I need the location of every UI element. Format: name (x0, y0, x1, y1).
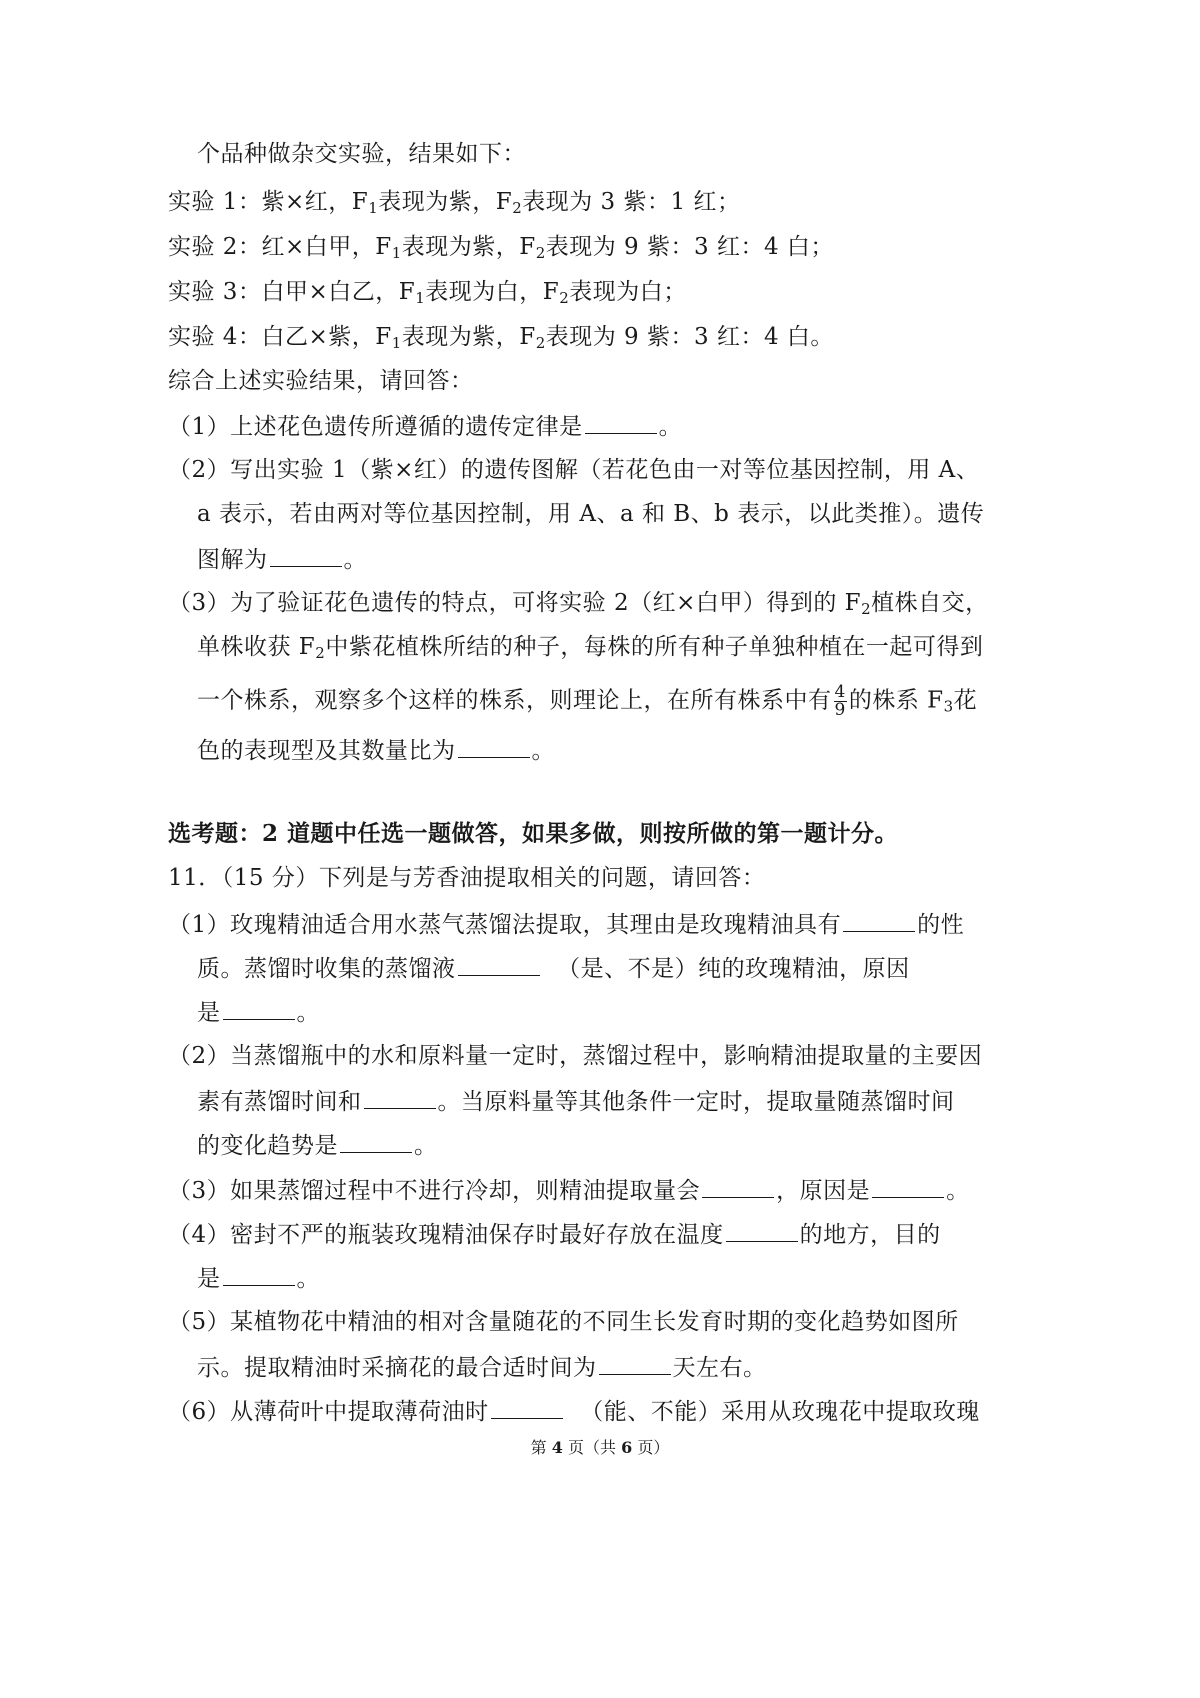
answer-blank[interactable] (491, 1396, 563, 1419)
experiment-3: 实验 3：白甲×白乙，$F_1$表现为白，$F_2$表现为白； (168, 279, 687, 307)
answer-blank[interactable] (585, 411, 657, 434)
question-3-line-4: 色的表现型及其数量比为 。 (197, 735, 555, 765)
problem-11-part-5-line-2: 示。提取精油时采摘花的最合适时间为 天左右。 (197, 1352, 767, 1382)
problem-11-part-1-line-1: （1）玫瑰精油适合用水蒸气蒸馏法提取，其理由是玫瑰精油具有 的性 (168, 909, 964, 939)
answer-blank[interactable] (843, 909, 915, 932)
problem-11-part-2-line-2: 素有蒸馏时间和 。当原料量等其他条件一定时，提取量随蒸馏时间 (197, 1086, 955, 1116)
section-heading: 选考题：2 道题中任选一题做答，如果多做，则按所做的第一题计分。 (168, 820, 899, 847)
answer-blank[interactable] (270, 544, 342, 567)
answer-blank[interactable] (223, 1263, 295, 1286)
experiment-2: 实验 2：红×白甲，$F_1$表现为紫，$F_2$表现为 9 紫：3 红：4 白； (168, 234, 834, 262)
answer-blank[interactable] (364, 1086, 436, 1109)
answer-blank[interactable] (872, 1175, 944, 1198)
intro-line: 个品种做杂交实验，结果如下： (197, 141, 526, 167)
answer-blank[interactable] (702, 1175, 774, 1198)
problem-11-part-5-line-1: （5）某植物花中精油的相对含量随花的不同生长发育时期的变化趋势如图所 (168, 1309, 959, 1335)
question-3-line-3: 一个株系，观察多个这样的株系，则理论上，在所有株系中有 $\frac{4}{9}$ 的株系 $F_3$花 (197, 682, 978, 720)
problem-11-part-4-line-1: （4）密封不严的瓶装玫瑰精油保存时最好存放在温度 的地方，目的 (168, 1219, 941, 1249)
problem-11-part-1-line-3: 是 。 (197, 997, 320, 1027)
answer-blank[interactable] (340, 1130, 412, 1153)
answer-blank[interactable] (458, 953, 540, 976)
fraction: $\frac{4}{9}$ (834, 682, 846, 720)
summary-line: 综合上述实验结果，请回答： (168, 368, 474, 394)
answer-blank[interactable] (726, 1219, 798, 1242)
problem-11-part-1-line-2: 质。蒸馏时收集的蒸馏液 （是、不是）纯的玫瑰精油，原因 (197, 953, 910, 983)
problem-11-title: 11．（15 分）下列是与芳香油提取相关的问题，请回答： (168, 865, 766, 891)
question-2-line-2: a 表示，若由两对等位基因控制，用 A、a 和 B、b 表示，以此类推）。遗传 (197, 501, 985, 527)
answer-blank[interactable] (599, 1352, 671, 1375)
question-2-line-3: 图解为 。 (197, 544, 367, 574)
problem-11-part-4-line-2: 是 。 (197, 1263, 320, 1293)
answer-blank[interactable] (458, 735, 530, 758)
problem-11-part-6-line-1: （6）从薄荷叶中提取薄荷油时 （能、不能）采用从玫瑰花中提取玫瑰 (168, 1396, 980, 1426)
answer-blank[interactable] (223, 997, 295, 1020)
question-3-line-1: （3）为了验证花色遗传的特点，可将实验 2（红×白甲）得到的 $F_2$植株自交， (168, 590, 989, 618)
question-1: （1）上述花色遗传所遵循的遗传定律是 。 (168, 411, 682, 441)
experiment-1: 实验 1：紫×红，$F_1$表现为紫，$F_2$表现为 3 紫：1 红； (168, 189, 741, 217)
experiment-4: 实验 4：白乙×紫，$F_1$表现为紫，$F_2$表现为 9 紫：3 红：4 白。 (168, 324, 834, 352)
problem-11-part-2-line-3: 的变化趋势是 。 (197, 1130, 438, 1160)
question-3-line-2: 单株收获 $F_2$中紫花植株所结的种子，每株的所有种子单独种植在一起可得到 (197, 634, 984, 662)
question-2-line-1: （2）写出实验 1（紫×红）的遗传图解（若花色由一对等位基因控制，用 A、 (168, 457, 980, 483)
problem-11-part-3: （3）如果蒸馏过程中不进行冷却，则精油提取量会 ，原因是 。 (168, 1175, 970, 1205)
problem-11-part-2-line-1: （2）当蒸馏瓶中的水和原料量一定时，蒸馏过程中，影响精油提取量的主要因 (168, 1043, 983, 1069)
page-footer: 第 4 页（共 6 页） (530, 1438, 670, 1457)
